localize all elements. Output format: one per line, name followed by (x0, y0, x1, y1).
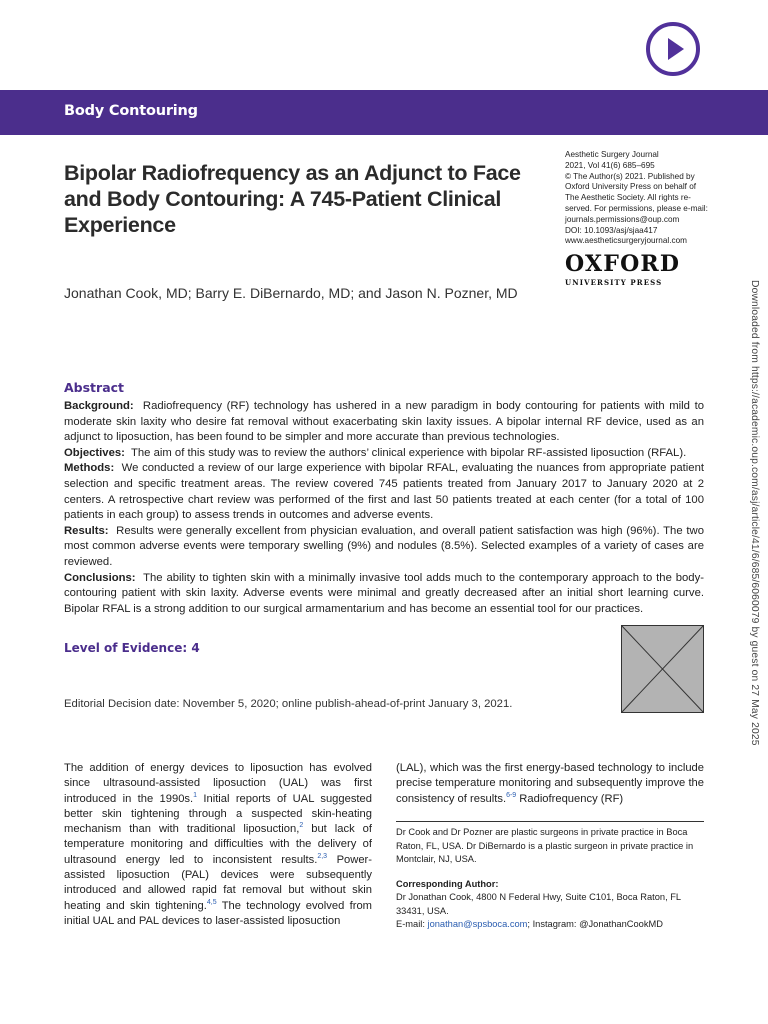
oxford-logo-sub: UNIVERSITY PRESS (565, 278, 663, 287)
journal-info-line: DOI: 10.1093/asj/sjaa417 (565, 225, 658, 235)
play-button[interactable] (646, 22, 700, 76)
abstract-conclusions (64, 571, 704, 618)
abstract-text: Radiofrequency (RF) technology has ushered in a new paradigm in body contouring for patients with mild to moderate skin laxity who desire fat removal without exacerbating skin laxity issues. A bipolar internal RF device, used as an adjunct to liposuction, has been found to be simpler and more accurate than previous technologies. (64, 400, 704, 444)
reference-link[interactable]: 1 (193, 791, 198, 799)
abstract-text: We conducted a review of our large experience with bipolar RFAL, evaluating the nuances from appropriate patient selection and specific treatment areas. The review covered 745 patients treated from January 2017 to January 2020 at 2 centers. A retrospective chart review was performed of the first and last 50 patients treated at each center (for a total of 100 patients in each group) to assess trends in outcomes and adverse events. (64, 462, 704, 522)
body-text: The addition of energy devices to liposuction has evolved since ultrasound-assisted liposuction (UAL) was first introduced in the 1990s. (64, 762, 372, 805)
body-text: Initial reports of UAL suggested better skin tightening through a suspected skin-heating mechanism than with traditional liposuction, (64, 792, 372, 836)
body-text: but lack of temperature monitoring and difficulties with the delivery of ultrasound energy led to inconsistent results. (64, 823, 372, 866)
image-placeholder (621, 625, 704, 713)
corresponding-author-info (396, 891, 704, 932)
play-icon (650, 26, 696, 72)
body-text: Power-assisted liposuction (PAL) devices were subsequently introduced and allowed rapid fat removal but without skin heating and skin tightening. (64, 853, 373, 912)
abstract-label: Results: (64, 524, 109, 537)
abstract-results (64, 524, 704, 571)
oxford-logo-word: OXFORD (565, 251, 681, 277)
section-banner (0, 90, 768, 135)
abstract-label: Conclusions: (64, 571, 136, 584)
corresponding-author-heading: Corresponding Author: (396, 879, 499, 889)
abstract-text: Results were generally excellent from physician evaluation, and overall patient satisfaction was high (96%). The two most common adverse events were temporary swelling (9%) and nodules (8.5%). Selected examples of a variety of cases are reviewed. (64, 524, 704, 568)
journal-info-line: served. For permissions, please e-mail: (565, 203, 708, 213)
journal-info-line: www.aestheticsurgeryjournal.com (565, 236, 687, 246)
abstract-objectives (64, 446, 704, 462)
section-label: Body Contouring (64, 103, 198, 119)
journal-info-line: 2021, Vol 41(6) 685–695 (565, 160, 655, 170)
abstract-text: The ability to tighten skin with a minimally invasive tool adds much to the contemporary approach to the body-contouring patient with skin laxity. Adverse events were minimal and greatly decreased after an initial short learning curve. Bipolar RFAL is a strong addition to our surgical armamentarium and has become an essential tool for our practices. (64, 571, 704, 615)
abstract-text: The aim of this study was to review the authors’ clinical experience with bipolar RF-assisted liposuction (RFAL). (130, 446, 687, 459)
journal-info-line: Oxford University Press on behalf of (565, 182, 697, 192)
abstract-heading: Abstract (64, 380, 125, 395)
level-of-evidence: Level of Evidence: 4 (64, 641, 200, 655)
reference-link[interactable]: 4,5 (206, 898, 217, 906)
author-list: Jonathan Cook, MD; Barry E. DiBernardo, MD; and Jason N. Pozner, MD (64, 285, 518, 301)
reference-link[interactable]: 6-9 (506, 791, 517, 799)
email-link[interactable]: jonathan@spsboca.com (427, 919, 528, 930)
body-column-right (396, 761, 704, 807)
reference-link[interactable]: 2 (299, 822, 304, 830)
body-text: The technology evolved from initial UAL and PAL devices to laser-assisted liposuction (64, 899, 372, 927)
editorial-dates: Editorial Decision date: November 5, 2020; online publish-ahead-of-print January 3, 2021. (64, 698, 513, 710)
journal-info-line: Aesthetic Surgery Journal (565, 150, 659, 159)
author-affiliations: Dr Cook and Dr Pozner are plastic surgeons in private practice in Boca Raton, FL, USA. Dr DiBernardo is a plastic surgeon in private practice in Montclair, NJ, USA. (396, 827, 694, 865)
abstract-background (64, 399, 704, 446)
journal-info-line: The Aesthetic Society. All rights re- (565, 193, 691, 203)
instagram-handle: ; Instagram: @JonathanCookMD (527, 919, 663, 930)
body-text: Radiofrequency (RF) (516, 792, 624, 805)
abstract-label: Methods: (64, 462, 115, 475)
body-column-left (64, 761, 372, 929)
abstract-methods (64, 461, 704, 523)
oxford-logo (565, 251, 681, 287)
abstract-label: Background: (64, 400, 134, 412)
body-text: (LAL), which was the first energy-based technology to include precise temperature monitoring and subsequently improve the consistency of results. (396, 762, 704, 805)
email-label: E-mail: (396, 919, 428, 930)
journal-info-line: journals.permissions@oup.com (565, 214, 680, 224)
footnote-divider (396, 821, 704, 822)
reference-link[interactable]: 2,3 (317, 852, 328, 860)
abstract-body (64, 399, 704, 617)
journal-info (565, 150, 725, 247)
abstract-label: Objectives: (64, 446, 125, 459)
journal-info-line: © The Author(s) 2021. Published by (565, 171, 695, 181)
article-title: Bipolar Radiofrequency as an Adjunct to Face and Body Contouring: A 745-Patient Clinical Experience (64, 161, 521, 237)
download-note: Downloaded from https://academic.oup.com/asj/article/41/6/685/6060079 by guest on 27 May 2025 (749, 280, 760, 746)
corresponding-address: Dr Jonathan Cook, 4800 N Federal Hwy, Suite C101, Boca Raton, FL 33431, USA. (396, 892, 681, 916)
